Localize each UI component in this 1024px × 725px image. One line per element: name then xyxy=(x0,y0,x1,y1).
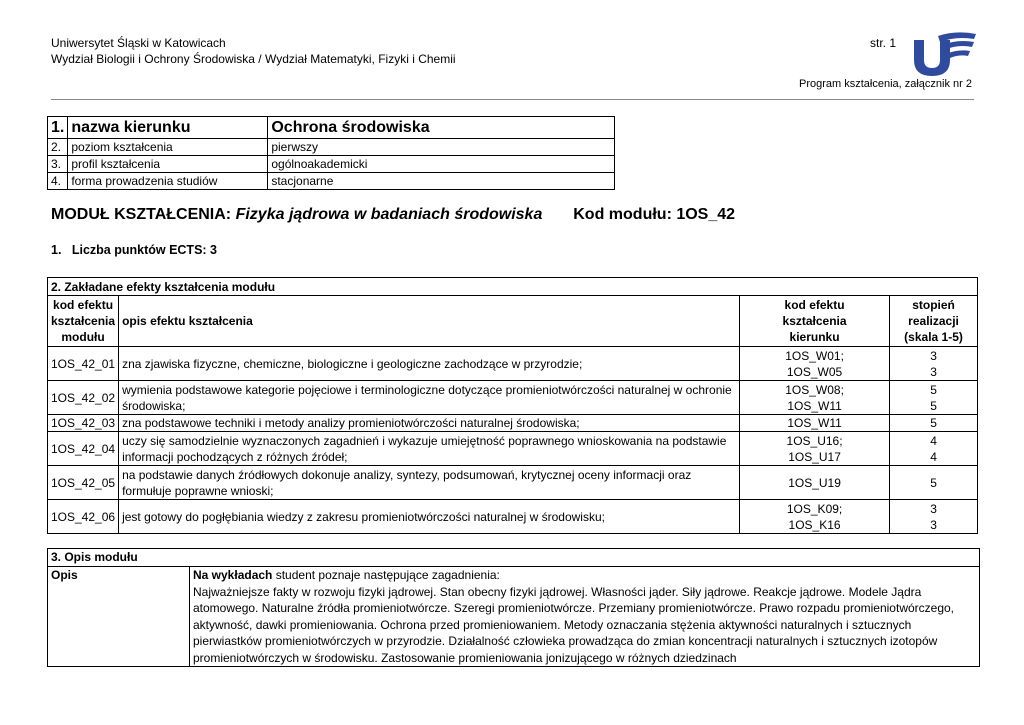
row-value: ogólnoakademicki xyxy=(268,156,615,173)
table-row xyxy=(48,173,615,190)
row-label: nazwa kierunku xyxy=(68,117,268,139)
module-title xyxy=(51,206,735,224)
row-value: stacjonarne xyxy=(268,173,615,190)
table-row xyxy=(48,156,615,173)
row-label: poziom kształcenia xyxy=(68,139,268,156)
table-row: 1OS_42_03 zna podstawowe techniki i metody analizy promieniotwórczości naturalnej środowiska; 1OS_W11 5 xyxy=(48,415,978,432)
col-header-desc: opis efektu kształcenia xyxy=(119,296,740,347)
row-value: pierwszy xyxy=(268,139,615,156)
row-number: 1. xyxy=(48,117,68,139)
table-row xyxy=(48,139,615,156)
outcomes-column-headers xyxy=(48,296,978,347)
col-header-level: stopień realizacji (skala 1-5) xyxy=(890,296,978,347)
module-prefix: MODUŁ KSZTAŁCENIA: xyxy=(51,206,232,223)
table-row xyxy=(48,117,615,139)
row-number: 4. xyxy=(48,173,68,190)
program-note: Program kształcenia, załącznik nr 2 xyxy=(798,78,972,90)
university-logo-icon xyxy=(910,30,976,76)
row-label: forma prowadzenia studiów xyxy=(68,173,268,190)
table-row xyxy=(48,567,980,667)
outcomes-section-header: 2. Zakładane efekty kształcenia modułu xyxy=(48,278,978,296)
col-header-code: kod efektu kształcenia modułu xyxy=(48,296,119,347)
outcomes-table xyxy=(47,277,978,534)
table-row: 1OS_42_06 jest gotowy do pogłębiania wiedzy z zakresu promieniotwórczości naturalnej w środowisku; 1OS_K09; 1OS_K16 3 3 xyxy=(48,500,978,534)
row-value: Ochrona środowiska xyxy=(268,117,615,139)
table-row: 1OS_42_05 na podstawie danych źródłowych dokonuje analizy, syntezy, podsumowań, krytycznej oceny informacji oraz formułuje poprawne wnioski; 1OS_U19 5 xyxy=(48,466,978,500)
info-table xyxy=(47,116,615,190)
description-section-header: 3. Opis modułu xyxy=(48,549,980,567)
table-row: 1OS_42_04 uczy się samodzielnie wyznaczonych zagadnień i wykazuje umiejętność poprawnego wnioskowania na podstawie informacji pochodzących z różnych źródeł; 1OS_U16; 1OS_U17 4 4 xyxy=(48,432,978,466)
module-name: Fizyka jądrowa w badaniach środowiska xyxy=(235,206,543,223)
module-code: Kod modułu: 1OS_42 xyxy=(573,206,736,223)
ects-points: 1. Liczba punktów ECTS: 3 xyxy=(51,243,217,257)
table-row: 1OS_42_02 wymienia podstawowe kategorie pojęciowe i terminologiczne dotyczące promieniotwórczości naturalnej w ochronie środowiska; 1OS_W08; 1OS_W11 5 5 xyxy=(48,381,978,415)
row-number: 2. xyxy=(48,139,68,156)
row-label: profil kształcenia xyxy=(68,156,268,173)
description-table xyxy=(47,548,980,667)
row-number: 3. xyxy=(48,156,68,173)
faculty-name: Wydział Biologii i Ochrony Środowiska / Wydział Matematyki, Fizyki i Chemii xyxy=(51,52,456,66)
description-body: Na wykładach student poznaje następujące zagadnienia: Najważniejsze fakty w rozwoju fizyki jądrowej. Stan obecny fizyki jądrowej. Własności jąder. Siły jądrowe. Reakcje jądrowe. Modele Jądra atomowego. Naturalne źródła promieniotwórcze. Szeregi promieniotwórcze. Przemiany promieniotwórcze. Prawo rozpadu promieniotwórczego, aktywność, dawki promieniowania. Ochrona przed promieniowaniem. Metody oznaczania stężenia aktywności naturalnych i sztucznych pierwiastków promieniotwórczych w przyrodzie. Działalność człowieka prowadząca do zmian koncentracji naturalnych i sztucznych izotopów promieniotwórczych w środowisku. Zastosowanie promieniowania jonizującego w różnych dziedzinach xyxy=(190,567,980,667)
description-label: Opis xyxy=(48,567,190,667)
page-number: str. 1 xyxy=(870,36,897,50)
university-name: Uniwersytet Śląski w Katowicach xyxy=(51,36,226,50)
header-divider xyxy=(51,99,974,100)
table-row: 1OS_42_01 zna zjawiska fizyczne, chemiczne, biologiczne i geologiczne zachodzące w przyrodzie; 1OS_W01; 1OS_W05 3 3 xyxy=(48,347,978,381)
col-header-direction-code: kod efektu kształcenia kierunku xyxy=(740,296,890,347)
